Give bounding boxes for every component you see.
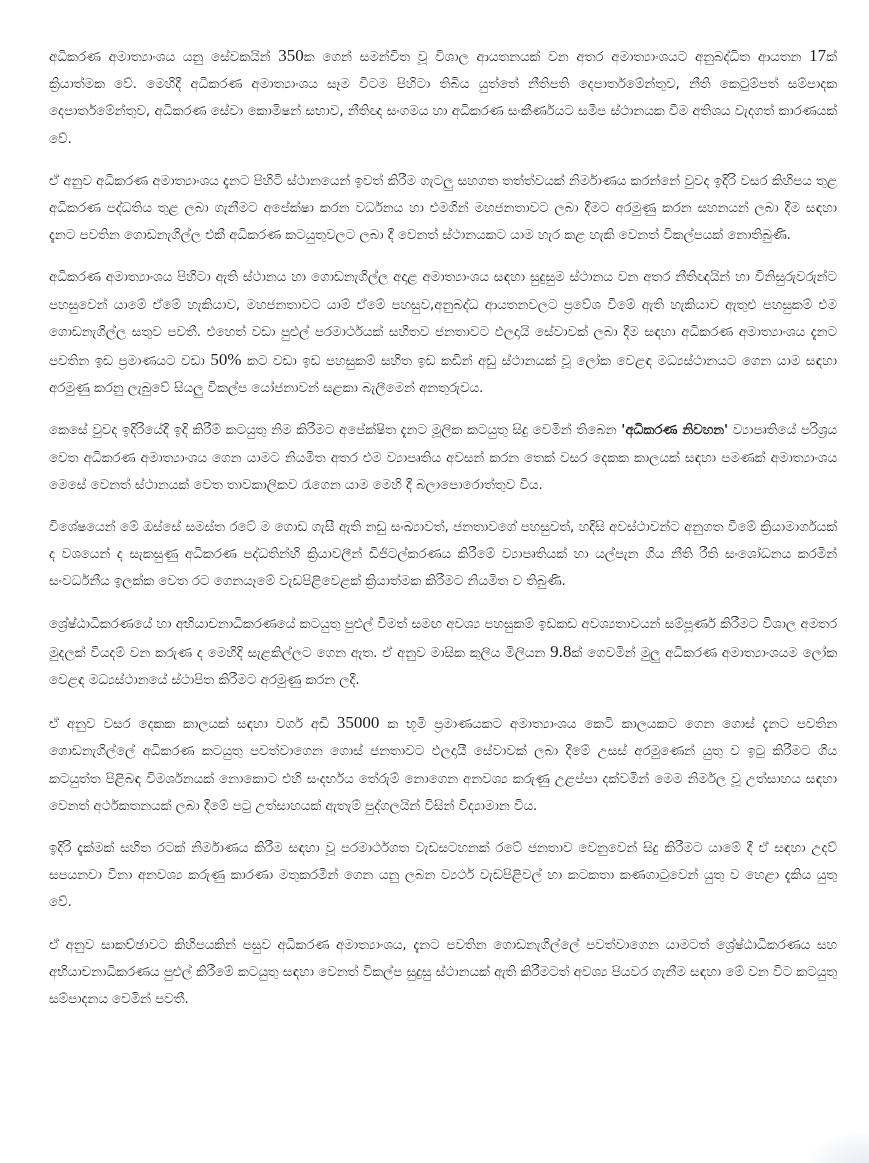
scan-corner-shadow [809, 1133, 869, 1163]
paragraph-text: ශ්‍රේෂ්ඨාධිකරණයේ හා අභියාචනාධිකරණයේ කටයුතු පුළුල් වීමත් සමඟ අවශ්‍ය පහසුකම් ඉඩකඩ අවශ්‍යතාවයන් සම්පූර්ණ කිරීමට විශාල අමතර මුදලක් වියදම් වන කරුණ ද මෙහිදි සැළකිල්ලට ගෙන ඇත. ඒ අනුව මාසික කුලිය මිලියන [49, 616, 837, 661]
paragraph-text: ඒ අනුව අධිකරණ අමාත්‍යාංශය දැනට පිහිටි ස්ථානයෙන් ඉවත් කිරීම ගැටලු සහගත තත්ත්වයක් නිර්මාණය කරන්නේ වුවද ඉදිරි වසර කිහිපය තුළ අධිකරණ පද්ධතිය තුළ ලබා ගැනීමට අපේක්ෂා කරන වර්ධනය හා එමගින් මහජනතාවට ලබා දීමට අරමුණු කරන සහනයන් ලබා දීම සඳහා දැනට පවතින ගොඩනැගිල්ල එකී අධිකරණ කටයුතුවලට ලබා දී වෙනත් ස්ථානයකට යාම හැර කළ හැකි වෙනත් විකල්පයක් නොතිබුණි. [49, 173, 837, 244]
emphasized-text: 'අධිකරණ නිවහන' [621, 423, 729, 439]
paragraph-text: ඒ අනුව සාකච්ඡාවට කිහිපයකින් පසුව අධිකරණ අමාත්‍යාංශය, දැනට පවතින ගොඩනැගිල්ලේ පවත්වාගෙන යාමටත් ශ්‍රේෂ්ඨාධිකරණය සහ අභියාචනාධිකරණය පුළුල් කිරීමේ කටයුතු සඳහා වෙනත් විකල්ප සුදුසු ස්ථානයක් ඇති කිරීමටත් අවශ්‍ය පියවර ගැනීම සඳහා මේ වන විට කටයුතු සම්පාදනය වෙමින් පවතී. [49, 937, 837, 1008]
paragraph-text: ක භූමි ප්‍රමාණයකට අමාත්‍යාංශය කෙටි කාලයකට ගෙන ගොස් දැනට පවතින ගොඩනැගිල්ලේ අධිකරණ කටයුතු පවත්වාගෙන ගොස් ජනතාවට ඵලදායී සේවාවක් ලබා දීමේ උසස් අරමුණෙන් යුතු ව ඉටු කිරීමට ගිය කටයුත්ත පිළිබඳ විමර්ශනයක් නොකොට එහි සංදර්භය තේරුම් නොගෙන අනවශ්‍ය කරුණු උළප්පා දක්වමින් මෙම නිර්මල වූ උත්සාහය සඳහා වෙනත් අර්ථකතනයක් ලබා දීමේ පටු උත්සාහයක් ඇතැම් පුද්ගලයින් විසින් විද්‍යාමාන විය. [49, 717, 837, 814]
paragraph-7 [49, 709, 837, 820]
paragraph-text: ක ගෙන් සමන්විත වූ විශාල ආයතනයක් වන අතර අමාත්‍යාංශයට අනුබද්ධිත ආයතන [303, 50, 810, 65]
numeric-value: 350 [278, 46, 304, 65]
paragraph-6 [49, 611, 837, 695]
paragraph-text: ඉදිරි දැක්මක් සහිත රටක් නිර්මාණය කිරීම සඳහා වූ පරමාර්ථගත වැඩසටහනක් රටේ ජනතාව වෙනුවෙන් සිදු කිරීමට යාමේ දී ඒ සඳහා උදව් සපයනවා විනා අනවශ්‍ය කරුණු කාරණා මතුකරමින් ගෙන යනු ලබන ව්‍යර්ථ වැඩපිළිවල් හා කටකතා කණගාටුවෙන් යුතු ව හෙළා දැකිය යුතු වේ. [49, 841, 837, 911]
paragraph-text: ක් ගෙවමින් මුලු අධිකරණ අමාත්‍යාංශයම ලෝක වෙළඳ මධ්‍යස්ථානයේ ස්ථාපිත කිරීමට අරමුණු කරන ලදී. [49, 645, 837, 689]
numeric-value: 35000 [336, 713, 380, 733]
paragraph-text: කට වඩා ඉඩ පහසුකම් සහිත ඉඩ කඩින් අඩු ස්ථානයක් වූ ලෝක වෙළඳ මධ්‍යස්ථානයට ගෙන යාම සඳහා අරමුණු කරනු ලැබුවේ සියලු විකල්ප යෝජනාවන් සළකා බැලීමෙන් අනතුරුවය. [49, 354, 837, 397]
numeric-value: 9.8 [550, 641, 572, 661]
paragraph-text: අධිකරණ අමාත්‍යාංශය යනු සේවකයින් [49, 50, 279, 65]
paragraph-2 [49, 168, 837, 250]
paragraph-text: ක් ක්‍රියාත්මක වේ. මෙහිදී අධිකරණ අමාත්‍යාංශය සෑම විටම පිහිටා තිබිය යුත්තේ නීතිපති දෙපාර්තමේන්තුව, නීති කෙටුම්පත් සම්පාදක දෙපාර්තමේන්තුව, අධිකරණ සේවා කොමිෂන් සභාව, නීතිඥ සංගමය හා අධිකරණ සංකීර්ණයට සමීප ස්ථානයක වීම අතිශය වැදගත් කාරණයක් වේ. [49, 50, 837, 147]
paragraph-4 [49, 417, 837, 499]
paragraph-5 [49, 514, 837, 596]
numeric-value: 17 [809, 46, 827, 65]
paragraph-text: කෙසේ වුවද ඉදිරියේදී ඉදි කිරීම් කටයුතු නිම කිරීමට අපේක්ෂිත දැනට මූලික කටයුතු සිදු වෙමින් තිබෙන [49, 423, 622, 439]
paragraph-text: අධිකරණ අමාත්‍යාංශය පිහිටා ඇති ස්ථානය හා ගොඩනැගිල්ල අදාළ අමාත්‍යාංශය සඳහා සුදුසුම ස්ථානය වන අතර නීතිඥයින් හා විනිසුරුවරුන්ට පහසුවෙන් යාමේ ඒමේ හැකියාව, මහජනතාවට යාම් ඒමේ පහසුව,අනුබද්ධ ආයතනවලට ප්‍රවේශ වීමේ ඇති හැකියාව ඇතුළු පහසුකම් එම ගොඩනැගිල්ල සතුව පවතී. එහෙත් වඩා පුළුල් පරමාර්ථයක් සහිතව ජනතාවට ඵලදායි සේවාවක් ලබා දීම සඳහා අධිකරණ අමාත්‍යාංශය දැනට පවතින ඉඩ ප්‍රමාණයට වඩා [49, 270, 837, 370]
paragraph-1 [49, 42, 837, 153]
paragraph-text: විශේෂයෙන් මේ ඔස්සේ සමස්ත රටේ ම ගොඩ ගැසී ඇති නඩු සංඛ්‍යාවත්, ජනතාවගේ පහසුවත්, හදිසි අවස්ථාවන්ට අනුගත වීමේ ක්‍රියාමාර්ගයක් ද වශයෙන් ද සැකසුණු අධිකරණ පද්ධතින්හි ක්‍රියාවලීන් ඩිජිටල්කරණය කිරීමේ ව්‍යාපෘතියක් හා යල්පැන ගිය නීති රීති සංශෝධනය කරමින් සංවර්ධනීය ඉලක්ක වෙත රට ගෙනයෑමේ වැඩපිළිවෙළක් ක්‍රියාත්මක කිරීමට නියමිත ව තිබුණි. [49, 520, 837, 590]
paragraph-3 [49, 264, 837, 402]
document-body [49, 42, 837, 1028]
paragraph-9 [49, 932, 837, 1014]
paragraph-8 [49, 835, 837, 917]
paragraph-text: ව්‍යාපෘතියේ පරිශ්‍රය වෙත අධිකරණ අමාත්‍යාංශය ගෙන යාමට නියමිත අතර එම ව්‍යාපෘතිය අවසන් කරන තෙක් වසර දෙකක කාලයක් සඳහා පමණක් අමාත්‍යාංශය මෙසේ වෙනත් ස්ථානයක් වෙත තාවකාලිකව රැගෙන යාම මෙහි දී බලාපොරොත්තුව විය. [49, 423, 837, 493]
paragraph-text: ඒ අනුව වසර දෙකක කාලයක් සඳහා වර්ග අඩි [49, 717, 337, 733]
numeric-value: 50% [210, 350, 242, 370]
